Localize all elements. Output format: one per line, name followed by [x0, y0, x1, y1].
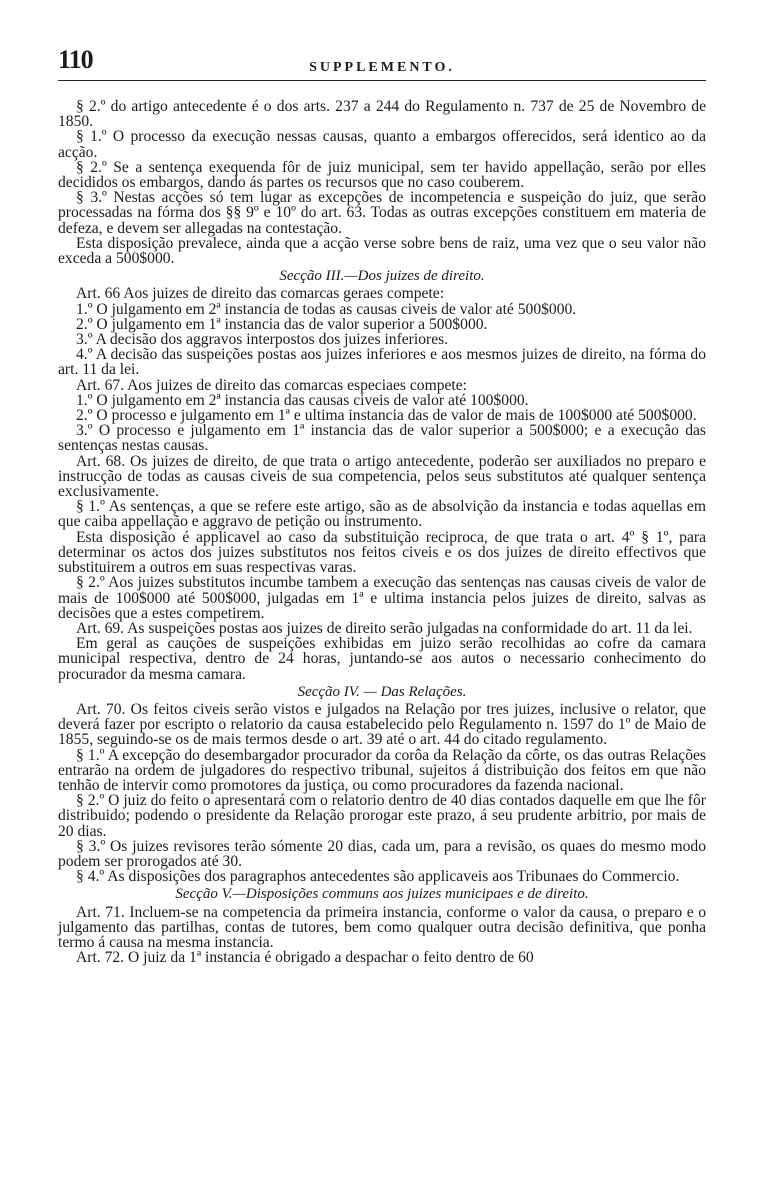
paragraph: 1.º O julgamento em 2ª instancia de todas as causas civeis de valor até 500$000.	[76, 300, 577, 318]
paragraph: § 2.º Se a sentença exequenda fôr de juiz municipal, sem ter havido appellação, serão por elles decididos os embargos, dando ás partes os recursos que no caso couberem.	[58, 158, 706, 192]
paragraph: Art. 71. Incluem-se na competencia da primeira instancia, conforme o valor da causa, o preparo e o julgamento das partilhas, contas de tutores, bem como qualquer outra decisão definitiva, que ponha termo á causa na mesma instancia.	[58, 903, 706, 951]
paragraph: 3.º O processo e julgamento em 1ª instancia das de valor superior a 500$000; e a execução das sentenças nestas causas.	[58, 422, 706, 455]
paragraph: 2.º O processo e julgamento em 1ª e ultima instancia das de valor de mais de 100$000 até 500$000.	[76, 407, 697, 425]
paragraph: § 1.º O processo da execução nessas causas, quanto a embargos offerecidos, será identico ao da acção.	[58, 128, 706, 161]
section-4	[58, 685, 706, 885]
paragraph: Em geral as cauções de suspeições exhibidas em juizo serão recolhidas ao cofre da camara municipal respectiva, dentro de 24 horas, juntando-se aos autos o necessario conhecimento do procurador da mesma camara.	[58, 635, 706, 683]
paragraph: § 3.º Nestas acções só tem lugar as excepções de incompetencia e suspeição do juiz, que serão processadas na fórma dos §§ 9º e 10º do art. 63. Todas as outras excepções constituem em materia de defeza, e devem ser allegadas na contestação.	[58, 189, 706, 237]
section-heading: Secção V.—Disposições communs aos juizes municipaes e de direito.	[175, 886, 589, 903]
paragraph: § 3.º Os juizes revisores terão sómente 20 dias, cada um, para a revisão, os quaes do mesmo modo podem ser prorogados até 30.	[58, 837, 706, 870]
paragraph: 3.º A decisão dos aggravos interpostos dos juizes inferiores.	[76, 331, 449, 349]
paragraph: Esta disposição prevalece, ainda que a acção verse sobre bens de raiz, uma vez que o seu valor não exceda a 500$000.	[58, 234, 706, 268]
paragraph: Art. 70. Os feitos civeis serão vistos e julgados na Relação por tres juizes, inclusive o relator, que deverá fazer por escripto o relatorio da causa estabelecido pelo Regulamento n. 1597 do 1º de Maio de 1855, seguindo-se os de mais termos desde o art. 39 até o art. 44 do citado regulamento.	[58, 700, 706, 749]
paragraph: Art. 66 Aos juizes de direito das comarcas geraes compete:	[76, 285, 445, 303]
section-heading: Secção IV. — Das Relações.	[297, 683, 467, 700]
section-3	[58, 269, 706, 681]
running-title: SUPPLEMENTO.	[309, 60, 455, 75]
paragraph: Art. 67. Aos juizes de direito das comarcas especiaes compete:	[76, 376, 468, 394]
paragraph: § 1.º As sentenças, a que se refere este artigo, são as de absolvição da instancia e todas aquellas em que caiba appellação e aggravo de petição ou instrumento.	[58, 498, 706, 531]
paragraph: Art. 69. As suspeições postas aos juizes de direito serão julgadas na conformidade do art. 11 da lei.	[76, 619, 693, 637]
paragraph: § 4.º As disposições dos paragraphos antecedentes são applicaveis aos Tribunaes do Commercio.	[76, 868, 680, 886]
section-heading: Secção III.—Dos juizes de direito.	[279, 268, 485, 285]
page-number: 110	[58, 45, 93, 74]
section-5	[58, 887, 706, 965]
paragraph: 2.º O julgamento em 1ª instancia das de valor superior a 500$000.	[76, 315, 488, 333]
paragraph: Art. 72. O juiz da 1ª instancia é obrigado a despachar o feito dentro de 60	[76, 949, 534, 967]
intro-block	[58, 99, 706, 266]
paragraph: 1.º O julgamento em 2ª instancia das causas civeis de valor até 100$000.	[76, 391, 529, 409]
paragraph: § 2.º do artigo antecedente é o dos arts. 237 a 244 do Regulamento n. 737 de 25 de Novembro de 1850.	[58, 98, 706, 131]
paragraph: § 2.º Aos juizes substitutos incumbe tambem a execução das sentenças nas causas civeis de valor de mais de 100$000 até 500$000, julgadas em 1ª e ultima instancia pelos juizes de direito, salvas as decisões que a estes competirem.	[58, 574, 706, 622]
paragraph: Esta disposição é applicavel ao caso da substituição reciproca, de que trata o art. 4º § 1º, para determinar os actos dos juizes substitutos nos feitos civeis e os dos juizes de direito effectivos que substituirem a outros em suas respectivas varas.	[58, 528, 706, 577]
paragraph: § 2.º O juiz do feito o apresentará com o relatorio dentro de 40 dias contados daquelle em que lhe fôr distribuido; podendo o presidente da Relação prorogar este prazo, á seu prudente arbitrio, por mais de 20 dias.	[58, 792, 706, 840]
page-header	[58, 45, 706, 81]
paragraph: 4.º A decisão das suspeições postas aos juizes inferiores e aos mesmos juizes de direito, na fórma do art. 11 da lei.	[58, 346, 706, 379]
paragraph: Art. 68. Os juizes de direito, de que trata o artigo antecedente, poderão ser auxiliados no preparo e instrucção de todas as causas civeis de sua competencia, pelos seus substitutos até qualquer sentença exclusivamente.	[58, 452, 706, 501]
paragraph: § 1.º A excepção do desembargador procurador da corôa da Relação da côrte, os das outras Relações entrarão na ordem de julgadores do respectivo tribunal, sujeitos á distribuição dos feitos em que não tenhão de intervir como promotores da justiça, ou como procuradores da fazenda nacional.	[58, 746, 706, 794]
